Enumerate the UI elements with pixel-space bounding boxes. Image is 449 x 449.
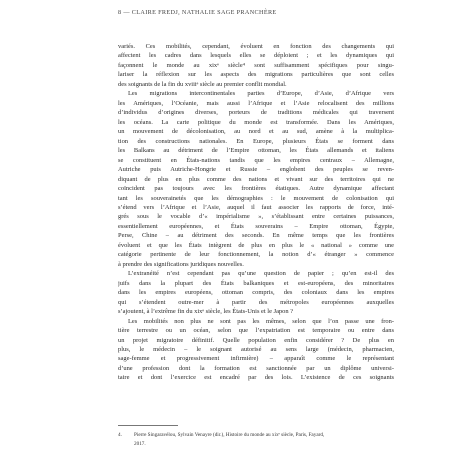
body-line: dans les empires européens, ottoman compris, des coloniaux dans les empires xyxy=(118,289,394,297)
body-line: évoluent et que les États intègrent de plus en plus le « national » comme une xyxy=(118,241,394,249)
body-line: qui s’étendent outre-mer à partir des métropoles européennes auxquelles xyxy=(118,298,394,306)
body-line: des soignants de la fin du xviiiᵉ siècle au premier conflit mondial. xyxy=(118,80,287,88)
body-line: Autriche puis Autriche-Hongrie et Russie – englobent des peuples se reven- xyxy=(118,166,394,174)
body-line: juifs dans la plupart des États balkaniques et est-européens, des minoritaires xyxy=(118,279,394,287)
body-line: tant les souverainetés que les démographies : le mouvement de colonisation qui xyxy=(118,194,394,202)
body-line: sage-femme et progressivement infirmière) – apparaît comme le représentant xyxy=(118,355,394,363)
body-line: un mouvement de décolonisation, au nord et au sud, amène à la multiplica- xyxy=(118,128,394,136)
body-line: diquant de plus en plus comme des nations et vivant sur des territoires qui ne xyxy=(118,175,394,183)
body-line: façonnent le monde au xixᵉ siècle⁴ sont suffisamment spécifiques pour singu- xyxy=(118,61,394,69)
footnote-text: Pierre Singaravélou, Sylvain Venayre (dir.), Histoire du monde au xixᵉ siècle, Paris, Fayard, xyxy=(134,432,325,438)
footnote-line xyxy=(118,440,394,449)
body-line: Les migrations intercontinentales parties d’Europe, d’Asie, d’Afrique vers xyxy=(128,90,394,98)
body-line: essentiellement européennes, et États souverains – Empire ottoman, Égypte, xyxy=(118,222,394,230)
body-line: s’étend vers l’Afrique et l’Asie, auquel il faut associer les rapports de force, inté- xyxy=(118,203,394,211)
body-line: affectent les cadres dans lesquels elles se déploient ; et les dynamiques qui xyxy=(118,52,394,60)
body-line: coïncident pas toujours avec les frontières étatiques. Autre dynamique affectant xyxy=(118,185,394,193)
body-line: grés sous le vocable d’« impérialisme », s’établissant entre certaines puissances, xyxy=(118,213,394,221)
body-line: catégorie pertinente de leur fonctionnement, la notion d’« étranger » commence xyxy=(118,251,394,259)
body-line: plus, le médecin – le soignant autorisé au sens large (médecin, pharmacien, xyxy=(118,346,394,353)
body-line: lariser la réflexion sur les aspects des migrations particulières que sont celles xyxy=(118,71,394,79)
body-line: tion des constructions nationales. En Europe, plusieurs États se forment dans xyxy=(118,137,394,145)
body-line: tière terrestre ou un océan, selon que l’expatriation est temporaire ou entre dans xyxy=(118,327,394,335)
body-line: Les mobilités non plus ne sont pas les mêmes, selon que l’on passe une fron- xyxy=(128,317,394,325)
body-line: un projet migratoire définitif. Quelle population enfin considérer ? De plus en xyxy=(118,336,394,344)
footnote-rule xyxy=(118,425,178,426)
footnotes xyxy=(118,431,394,448)
body-line: à prendre des significations juridiques nouvelles. xyxy=(118,260,244,268)
running-header: 8 — CLAIRE FREDJ, NATHALIE SAGE PRANCHÈRE xyxy=(118,9,277,16)
body-line: les océans. La carte politique du monde est transformée. Dans les Amériques, xyxy=(118,118,394,126)
body-line: variés. Ces mobilités, cependant, évoluent en fonction des changements qui xyxy=(118,43,394,50)
body-line: s’ajoutent, à l’extrême fin du xixᵉ siècle, les États-Unis et le Japon ? xyxy=(118,308,294,316)
footnote-line xyxy=(118,431,394,440)
body-line: L’extranéité n’est cependant pas qu’une question de papier ; qu’en est-il des xyxy=(128,270,394,278)
body-line: taire et dont l’exercice est encadré par des lois. L’existence de ces soignants xyxy=(118,374,394,382)
footnote-text: 2017. xyxy=(134,440,146,447)
footnote-number: 4. xyxy=(118,432,122,438)
body-line: les Balkans au détriment de l’Empire ottoman, les États allemands et italiens xyxy=(118,147,394,155)
body-text xyxy=(118,42,394,383)
body-line: se constituent en États-nations tandis que les empires centraux – Allemagne, xyxy=(118,156,394,164)
body-line: d’individus d’origines diverses, porteurs de traditions médicales qui traversent xyxy=(118,109,394,117)
body-line: Perse, Chine – au détriment des seconds. En même temps que les frontières xyxy=(118,232,394,240)
body-line: d’une profession dont la formation est sanctionnée par un diplôme universi- xyxy=(118,364,394,372)
body-line: les Amériques, l’Océanie, mais aussi l’Afrique et l’Asie relocalisent des millions xyxy=(118,99,394,107)
